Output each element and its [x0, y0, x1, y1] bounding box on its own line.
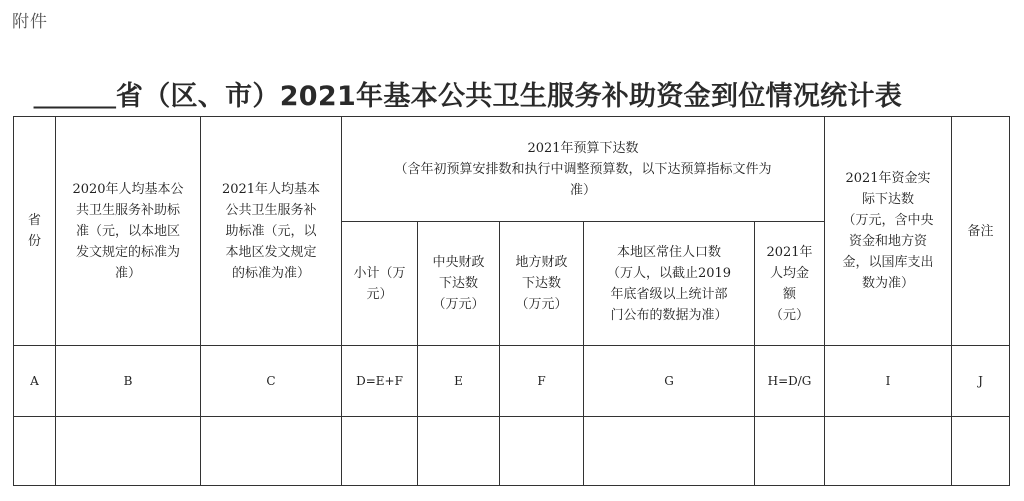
entry-cell[interactable] [584, 417, 755, 486]
column-code-row [14, 346, 1010, 417]
code-cell: J [952, 346, 1010, 417]
header-per-capita: 2021年 人均金 额 （元） [755, 222, 825, 346]
code-cell: H=D/G [755, 346, 825, 417]
header-row-1 [14, 117, 1010, 222]
entry-cell[interactable] [755, 417, 825, 486]
header-budget-group: 2021年预算下达数 （含年初预算安排数和执行中调整预算数，以下达预算指标文件为 准） [342, 117, 825, 222]
header-province: 省 份 [14, 117, 56, 346]
code-cell: B [56, 346, 201, 417]
header-subtotal: 小计（万 元） [342, 222, 418, 346]
attachment-label: 附件 [12, 12, 48, 32]
header-actual-issued: 2021年资金实 际下达数 （万元，含中央 资金和地方资 金，以国库支出 数为准） [825, 117, 952, 346]
code-cell: G [584, 346, 755, 417]
header-central-funds: 中央财政 下达数 （万元） [418, 222, 500, 346]
code-cell: F [500, 346, 584, 417]
header-remarks: 备注 [952, 117, 1010, 346]
code-cell: A [14, 346, 56, 417]
data-entry-row [14, 417, 1010, 486]
code-cell: I [825, 346, 952, 417]
entry-cell[interactable] [342, 417, 418, 486]
entry-cell[interactable] [500, 417, 584, 486]
header-2021-standard: 2021年人均基本 公共卫生服务补 助标准（元，以 本地区发文规定 的标准为准） [201, 117, 342, 346]
page-title: ＿＿＿省（区、市）2021年基本公共卫生服务补助资金到位情况统计表 [34, 81, 903, 112]
code-cell: D=E+F [342, 346, 418, 417]
entry-cell[interactable] [201, 417, 342, 486]
header-local-funds: 地方财政 下达数 （万元） [500, 222, 584, 346]
header-population: 本地区常住人口数 （万人，以截止2019 年底省级以上统计部 门公布的数据为准） [584, 222, 755, 346]
code-cell: C [201, 346, 342, 417]
entry-cell[interactable] [952, 417, 1010, 486]
header-2020-standard: 2020年人均基本公 共卫生服务补助标 准（元，以本地区 发文规定的标准为 准） [56, 117, 201, 346]
entry-cell[interactable] [56, 417, 201, 486]
code-cell: E [418, 346, 500, 417]
entry-cell[interactable] [825, 417, 952, 486]
entry-cell[interactable] [14, 417, 56, 486]
entry-cell[interactable] [418, 417, 500, 486]
statistics-table [13, 116, 1010, 486]
